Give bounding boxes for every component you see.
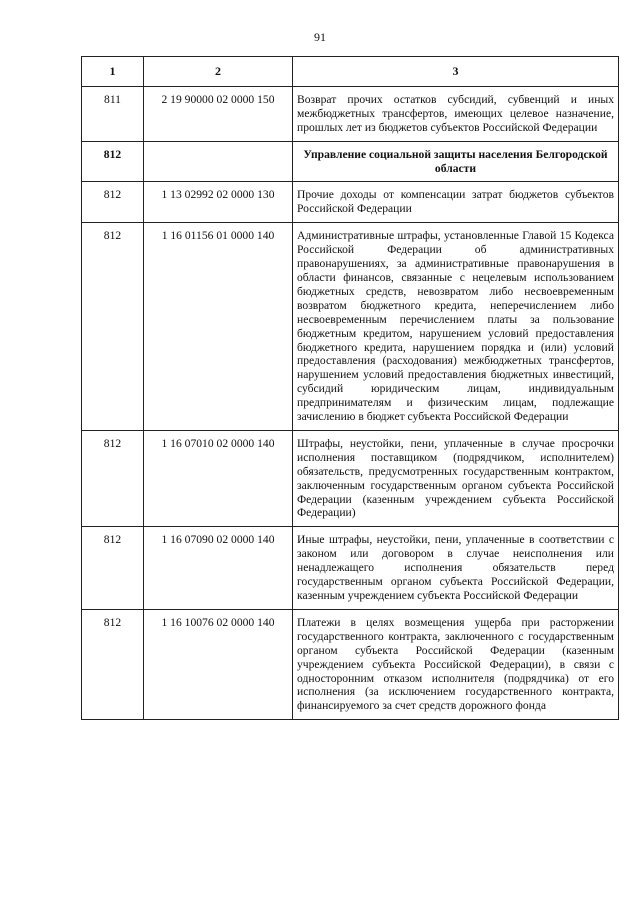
- table-row: [82, 182, 619, 223]
- table-row: [82, 430, 619, 526]
- header-col-2: 2: [144, 57, 293, 87]
- revenue-code-cell: 1 16 07010 02 0000 140: [144, 430, 293, 526]
- admin-code-cell: 812: [82, 182, 144, 223]
- description-cell: Возврат прочих остатков субсидий, субвенций и иных межбюджетных трансфертов, имеющих целевое назначение, прошлых лет из бюджетов субъектов Российской Федерации: [293, 86, 619, 141]
- header-col-1: 1: [82, 57, 144, 87]
- admin-code-cell: 812: [82, 141, 144, 182]
- table-row: [82, 609, 619, 719]
- revenue-codes-table: [81, 56, 619, 720]
- header-row: [82, 57, 619, 87]
- admin-code-cell: 811: [82, 86, 144, 141]
- table-row: [82, 223, 619, 431]
- revenue-code-cell: 2 19 90000 02 0000 150: [144, 86, 293, 141]
- admin-code-cell: 812: [82, 223, 144, 431]
- description-cell: Штрафы, неустойки, пени, уплаченные в случае просрочки исполнения поставщиком (подрядчиком, исполнителем) обязательств, предусмотренных государственным контрактом, заключенным государственным органом субъекта Российской Федерации (казенным учреждением субъекта Российской Федерации): [293, 430, 619, 526]
- section-heading-cell: Управление социальной защиты населения Белгородской области: [293, 141, 619, 182]
- description-cell: Административные штрафы, установленные Главой 15 Кодекса Российской Федерации об административных правонарушениях, за административные правонарушения в области финансов, связанные с нецелевым использованием бюджетных средств, невозвратом либо несвоевременным возвратом бюджетного кредита, неперечислением либо несвоевременным перечислением платы за пользование бюджетным кредитом, нарушением условий предоставления бюджетного кредита, нарушением порядка и (или) условий предоставления (расходования) межбюджетных трансфертов, нарушением условий предоставления бюджетных инвестиций, субсидий юридическим лицам, индивидуальным предпринимателям и физическим лицам, подлежащие зачислению в бюджет субъекта Российской Федерации: [293, 223, 619, 431]
- revenue-code-cell: 1 16 07090 02 0000 140: [144, 527, 293, 610]
- revenue-code-cell: [144, 141, 293, 182]
- section-heading-row: [82, 141, 619, 182]
- table-header: [82, 57, 619, 87]
- description-cell: Прочие доходы от компенсации затрат бюджетов субъектов Российской Федерации: [293, 182, 619, 223]
- description-cell: Иные штрафы, неустойки, пени, уплаченные в соответствии с законом или договором в случае неисполнения или ненадлежащего исполнения обязательств перед государственным органом субъекта Российской Федерации, казенным учреждением субъекта Российской Федерации: [293, 527, 619, 610]
- admin-code-cell: 812: [82, 609, 144, 719]
- revenue-code-cell: 1 16 10076 02 0000 140: [144, 609, 293, 719]
- revenue-code-cell: 1 13 02992 02 0000 130: [144, 182, 293, 223]
- table-row: [82, 527, 619, 610]
- page-number: 91: [314, 30, 326, 44]
- admin-code-cell: 812: [82, 430, 144, 526]
- revenue-code-cell: 1 16 01156 01 0000 140: [144, 223, 293, 431]
- admin-code-cell: 812: [82, 527, 144, 610]
- description-cell: Платежи в целях возмещения ущерба при расторжении государственного контракта, заключенного с государственным органом субъекта Российской Федерации (казенным учреждением субъекта Российской Федерации), в связи с односторонним отказом исполнителя (подрядчика) от его исполнения (за исключением государственного контракта, финансируемого за счет средств дорожного фонда: [293, 609, 619, 719]
- header-col-3: 3: [293, 57, 619, 87]
- table-row: [82, 86, 619, 141]
- table-body: [82, 86, 619, 719]
